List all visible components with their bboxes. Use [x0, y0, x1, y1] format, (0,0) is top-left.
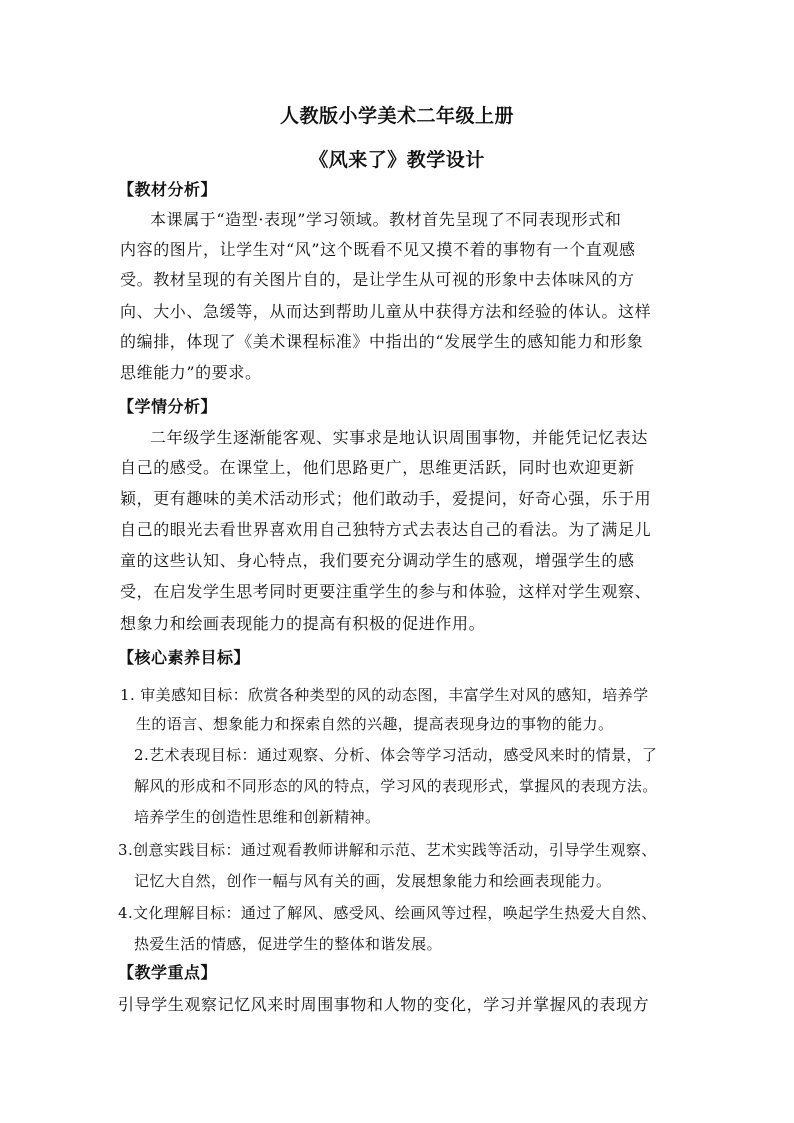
paragraph-line: 内容的图片，让学生对“风”这个既看不见又摸不着的事物有一个直观感 — [120, 240, 636, 259]
goal-item-4-continued: 热爱生活的情感，促进学生的整体和谐发展。 — [134, 935, 443, 953]
goal-item-1-continued: 生的语言、想象能力和探索自然的兴趣，提高表现身边的事物的能力。 — [136, 715, 614, 733]
section-heading-key-points: 【教学重点】 — [118, 963, 218, 982]
paragraph-line: 向、大小、急缓等，从而达到帮助儿童从中获得方法和经验的体认。这样 — [120, 302, 652, 321]
paragraph-line: 自己的眼光去看世界喜欢用自己独特方式去表达自己的看法。为了满足儿 — [120, 520, 652, 539]
paragraph-line: 本课属于“造型·表现”学习领域。教材首先呈现了不同表现形式和 — [150, 210, 622, 229]
goal-item-2-continued: 解风的形成和不同形态的风的特点，学习风的表现形式，掌握风的表现方法。 — [134, 777, 658, 795]
goal-item-2: 2.艺术表现目标：通过观察、分析、体会等学习活动，感受风来时的情景，了 — [134, 746, 658, 764]
paragraph-line: 思维能力”的要求。 — [120, 363, 262, 382]
section-heading-student-analysis: 【学情分析】 — [118, 397, 218, 416]
goal-item-2-continued: 培养学生的创造性思维和创新精神。 — [134, 808, 381, 826]
goal-item-4: 4.文化理解目标：通过了解风、感受风、绘画风等过程，唤起学生热爱大自然、 — [118, 904, 657, 922]
goal-item-3: 3.创意实践目标：通过观看教师讲解和示范、艺术实践等活动，引导学生观察、 — [118, 841, 657, 859]
paragraph-line: 颖，更有趣味的美术活动形式；他们敢动手，爱提问，好奇心强，乐于用 — [120, 489, 652, 508]
goal-item-3-continued: 记忆大自然，创作一幅与风有关的画，发展想象能力和绘画表现能力。 — [134, 872, 612, 890]
paragraph-line: 二年级学生逐渐能客观、实事求是地认识周围事物，并能凭记忆表达 — [150, 428, 649, 447]
document-title: 人教版小学美术二年级上册 — [279, 105, 514, 127]
paragraph-line: 的编排，体现了《美术课程标准》中指出的“发展学生的感知能力和形象 — [120, 332, 644, 351]
document-subtitle: 《风来了》教学设计 — [309, 149, 485, 171]
paragraph-line: 童的这些认知、身心特点，我们要充分调动学生的感观，增强学生的感 — [120, 551, 635, 570]
paragraph-line: 受。教材呈现的有关图片自的，是让学生从可视的形象中去体味风的方 — [120, 270, 635, 289]
goal-item-1: 1. 审美感知目标：欣赏各种类型的风的动态图，丰富学生对风的感知，培养学 — [120, 686, 649, 704]
paragraph-line: 想象力和绘画表现能力的提高有积极的促进作用。 — [120, 614, 486, 633]
paragraph-line: 受，在启发学生思考同时更要注重学生的参与和体验，这样对学生观察、 — [120, 582, 652, 601]
paragraph-line: 自己的感受。在课堂上，他们思路更广，思维更活跃，同时也欢迎更新 — [120, 458, 635, 477]
paragraph-line: 引导学生观察记忆风来时周围事物和人物的变化，学习并掌握风的表现方 — [118, 995, 650, 1014]
section-heading-core-goals: 【核心素养目标】 — [118, 648, 251, 667]
section-heading-textbook-analysis: 【教材分析】 — [118, 180, 218, 199]
